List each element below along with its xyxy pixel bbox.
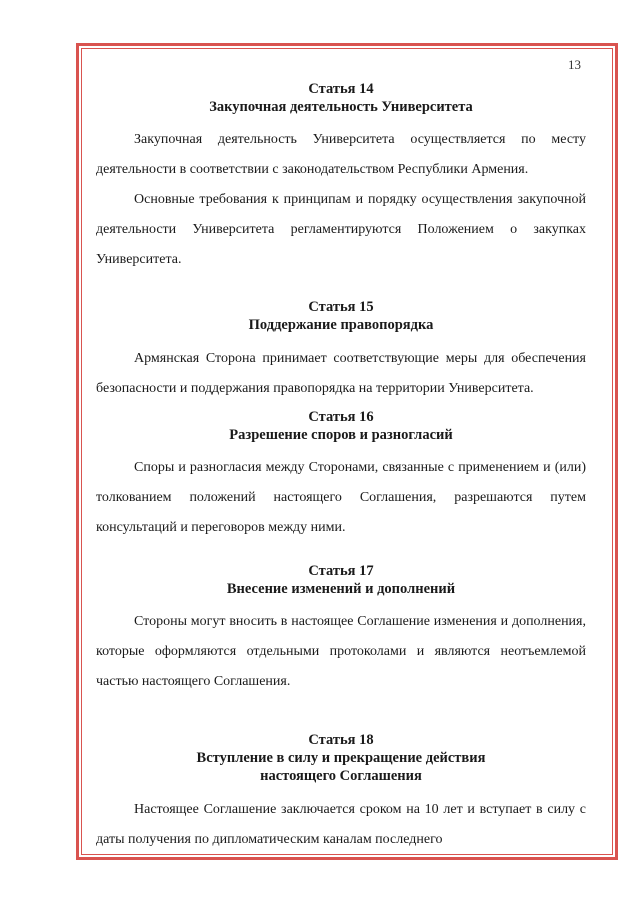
paragraph: Споры и разногласия между Сторонами, связанные с применением и (или) толкованием положений настоящего Соглашения, разрешаются путем консультаций и переговоров между ними.	[96, 460, 586, 535]
paragraph: Основные требования к принципам и порядку осуществления закупочной деятельности Университета регламентируются Положением о закупках Университета.	[96, 192, 586, 267]
article-heading: Статья 17	[308, 563, 374, 579]
article-heading: Статья 18	[308, 732, 374, 748]
article-15	[96, 298, 586, 404]
paragraph: Стороны могут вносить в настоящее Соглашение изменения и дополнения, которые оформляются отдельными протоколами и являются неотъемлемой частью настоящего Соглашения.	[96, 614, 586, 689]
article-17	[96, 562, 586, 697]
article-title: Закупочная деятельность Университета	[209, 99, 473, 115]
article-heading: Статья 14	[308, 81, 374, 97]
article-title: Разрешение споров и разногласий	[229, 427, 453, 443]
article-14	[96, 80, 586, 275]
article-title: Вступление в силу и прекращение действия	[196, 750, 486, 766]
article-title: Поддержание правопорядка	[248, 317, 434, 333]
paragraph: Закупочная деятельность Университета осуществляется по месту деятельности в соответствии с законодательством Республики Армения.	[96, 132, 586, 177]
page-number: 13	[568, 57, 581, 72]
paragraph: Армянская Сторона принимает соответствующие меры для обеспечения безопасности и поддержания правопорядка на территории Университета.	[96, 351, 586, 396]
article-title: Внесение изменений и дополнений	[226, 581, 456, 597]
document-body	[96, 80, 586, 855]
article-16	[96, 408, 586, 543]
article-heading: Статья 16	[308, 409, 374, 425]
article-18	[96, 731, 586, 855]
article-heading: Статья 15	[308, 299, 374, 315]
paragraph: Настоящее Соглашение заключается сроком на 10 лет и вступает в силу с даты получения по дипломатическим каналам последнего	[96, 802, 586, 847]
article-title: настоящего Соглашения	[260, 768, 422, 784]
